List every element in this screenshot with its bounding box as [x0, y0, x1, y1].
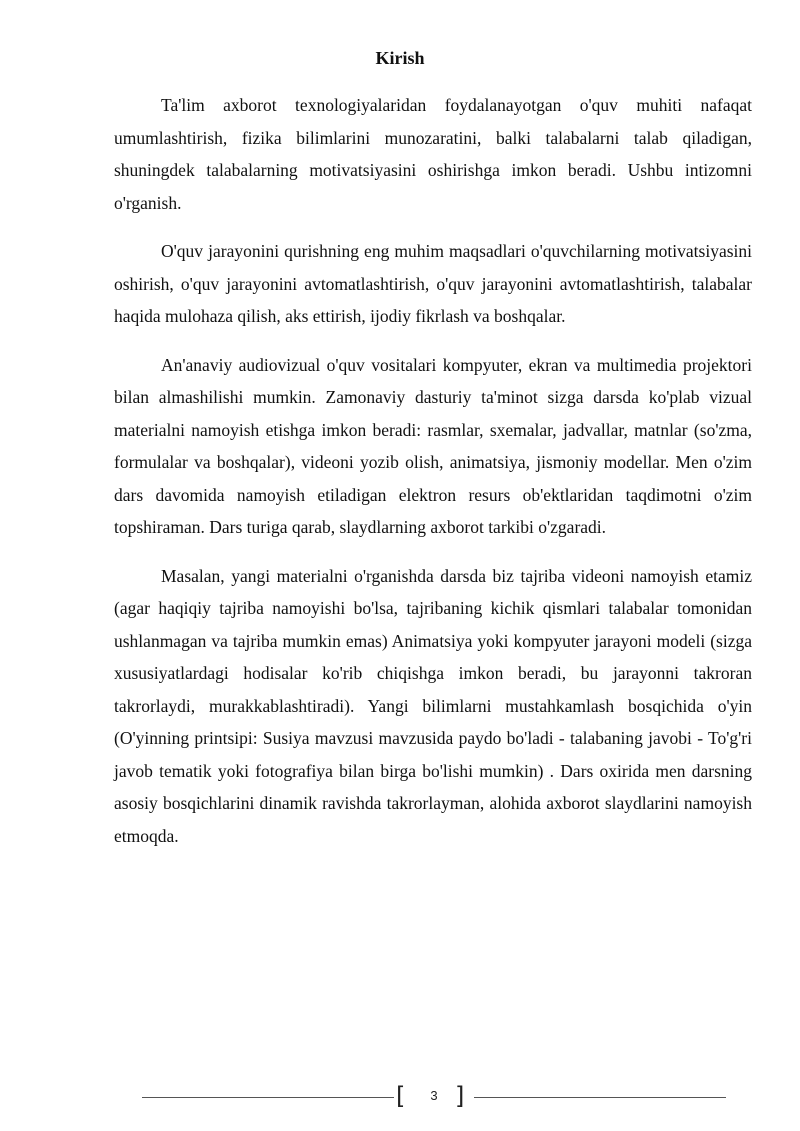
page-footer: [0, 1081, 800, 1121]
page-number: 3: [430, 1088, 438, 1103]
paragraph-2: O'quv jarayonini qurishning eng muhim maqsadlari o'quvchilarning motivatsiyasini oshirish, o'quv jarayonini avtomatlashtirish, o'quv jarayonini avtomatlashtirish, talabalar haqida mulohaza qilish, aks ettirish, ijodiy fikrlash va boshqalar.: [114, 241, 752, 326]
document-body: [114, 89, 752, 868]
paragraph-1: Ta'lim axborot texnologiyalaridan foydalanayotgan o'quv muhiti nafaqat umumlashtirish, fizika bilimlarini munozaratini, balki talabalarni talab qiladigan, shuningdek talabalarning motivatsiyasini oshirishga imkon beradi. Ushbu intizomni o'rganish.: [114, 95, 752, 213]
paragraph-3: An'anaviy audiovizual o'quv vositalari kompyuter, ekran va multimedia projektori bilan almashilishi mumkin. Zamonaviy dasturiy ta'minot sizga darsda ko'plab vizual materialni namoyish etishga imkon beradi: rasmlar, sxemalar, jadvallar, matnlar (so'zma, formulalar va boshqalar), videoni yozib olish, animatsiya, jismoniy modellar. Men o'zim dars davomida namoyish etiladigan elektron resurs ob'ektlaridan taqdimotni o'zim topshiraman. Dars turiga qarab, slaydlarning axborot tarkibi o'zgaradi.: [114, 354, 752, 537]
footer-rule-right: [474, 1097, 726, 1098]
footer-rule-left: [142, 1097, 394, 1098]
document-title: Kirish: [375, 48, 425, 68]
paragraph-4: Masalan, yangi materialni o'rganishda darsda biz tajriba videoni namoyish etamiz (agar haqiqiy tajriba namoyishi bo'lsa, tajribaning kichik qismlari talabalar tomonidan ushlanmagan va tajriba mumkin emas) Animatsiya yoki kompyuter jarayoni modeli (sizga xususiyatlardagi hodisalar ko'rib chiqishga imkon beradi, bu jarayonni takroran takrorlaydi, murakkablashtiradi). Yangi bilimlarni mustahkamlash bosqichida o'yin (O'yinning printsipi: Susiya mavzusi mavzusida paydo bo'ladi - talabaning javobi - To'g'ri javob tematik yoki fotografiya bilan birga bo'lishi mumkin) . Dars oxirida men darsning asosiy bosqichlarini dinamik ravishda takrorlayman, alohida axborot slaydlarini namoyish etmoqda.: [114, 565, 752, 846]
footer-bracket-left: [: [396, 1082, 406, 1110]
footer-bracket-right: ]: [455, 1082, 465, 1110]
